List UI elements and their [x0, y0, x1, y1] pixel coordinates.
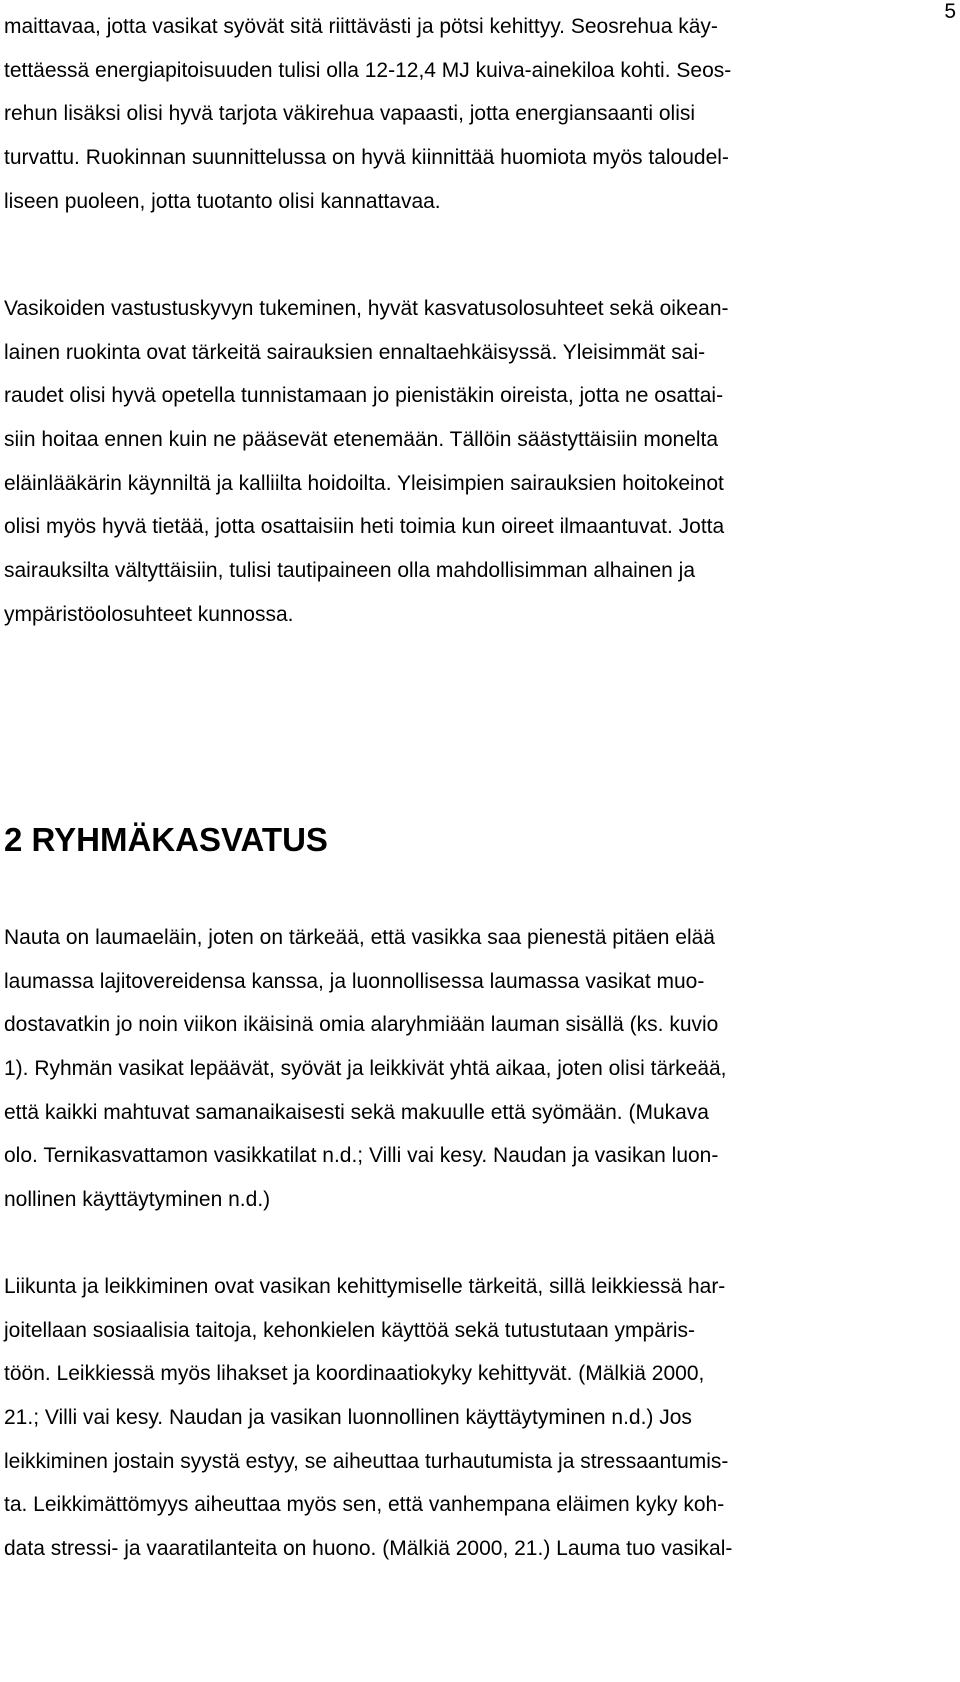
paragraph-line: töön. Leikkiessä myös lihakset ja koordinaatiokyky kehittyvät. (Mälkiä 2000, — [4, 1362, 705, 1385]
paragraph-line: leikkiminen jostain syystä estyy, se aiheuttaa turhautumista ja stressaantumis- — [4, 1450, 729, 1473]
paragraph-line: Liikunta ja leikkiminen ovat vasikan kehittymiselle tärkeitä, sillä leikkiessä har- — [4, 1275, 726, 1298]
paragraph-line: olo. Ternikasvattamon vasikkatilat n.d.; Villi vai kesy. Naudan ja vasikan luon- — [4, 1144, 719, 1167]
paragraph-line: turvattu. Ruokinnan suunnittelussa on hyvä kiinnittää huomiota myös taloudel- — [4, 146, 729, 169]
section-heading: 2 RYHMÄKASVATUS — [4, 821, 328, 858]
page-number: 5 — [944, 0, 956, 23]
paragraph-line: liseen puoleen, jotta tuotanto olisi kannattavaa. — [4, 190, 441, 213]
paragraph-line: sairauksilta vältyttäisiin, tulisi tautipaineen olla mahdollisimman alhainen ja — [4, 559, 696, 582]
paragraph-line: data stressi- ja vaaratilanteita on huono. (Mälkiä 2000, 21.) Lauma tuo vasikal- — [4, 1537, 733, 1560]
paragraph-line: olisi myös hyvä tietää, jotta osattaisiin heti toimia kun oireet ilmaantuvat. Jotta — [4, 515, 725, 538]
paragraph-line: ympäristöolosuhteet kunnossa. — [4, 603, 294, 626]
paragraph-line: rehun lisäksi olisi hyvä tarjota väkirehua vapaasti, jotta energiansaanti olisi — [4, 102, 696, 125]
paragraph-line: eläinlääkärin käynniltä ja kalliilta hoidoilta. Yleisimpien sairauksien hoitokeinot — [4, 472, 724, 495]
paragraph-line: laumassa lajitovereidensa kanssa, ja luonnollisessa laumassa vasikat muo- — [4, 970, 705, 993]
paragraph-line: että kaikki mahtuvat samanaikaisesti sekä makuulle että syömään. (Mukava — [4, 1101, 709, 1124]
paragraph-line: ta. Leikkimättömyys aiheuttaa myös sen, että vanhempana eläimen kyky koh- — [4, 1493, 725, 1516]
paragraph-line: siin hoitaa ennen kuin ne pääsevät etenemään. Tällöin säästyttäisiin monelta — [4, 428, 719, 451]
paragraph-line: 21.; Villi vai kesy. Naudan ja vasikan luonnollinen käyttäytyminen n.d.) Jos — [4, 1406, 692, 1429]
paragraph-line: lainen ruokinta ovat tärkeitä sairauksien ennaltaehkäisyssä. Yleisimmät sai- — [4, 341, 706, 364]
paragraph-line: maittavaa, jotta vasikat syövät sitä riittävästi ja pötsi kehittyy. Seosrehua käy- — [4, 15, 718, 38]
paragraph-line: Vasikoiden vastustuskyvyn tukeminen, hyvät kasvatusolosuhteet sekä oikean- — [4, 297, 729, 320]
paragraph-line: joitellaan sosiaalisia taitoja, kehonkielen käyttöä sekä tutustutaan ympäris- — [4, 1319, 696, 1342]
paragraph-line: Nauta on laumaeläin, joten on tärkeää, että vasikka saa pienestä pitäen elää — [4, 926, 715, 949]
paragraph-line: tettäessä energiapitoisuuden tulisi olla 12-12,4 MJ kuiva-ainekiloa kohti. Seos- — [4, 59, 732, 82]
paragraph-line: raudet olisi hyvä opetella tunnistamaan jo pienistäkin oireista, jotta ne osattai- — [4, 384, 724, 407]
paragraph-line: dostavatkin jo noin viikon ikäisinä omia alaryhmiään lauman sisällä (ks. kuvio — [4, 1013, 719, 1036]
paragraph-line: nollinen käyttäytyminen n.d.) — [4, 1188, 271, 1211]
paragraph-line: 1). Ryhmän vasikat lepäävät, syövät ja leikkivät yhtä aikaa, joten olisi tärkeää, — [4, 1057, 727, 1080]
